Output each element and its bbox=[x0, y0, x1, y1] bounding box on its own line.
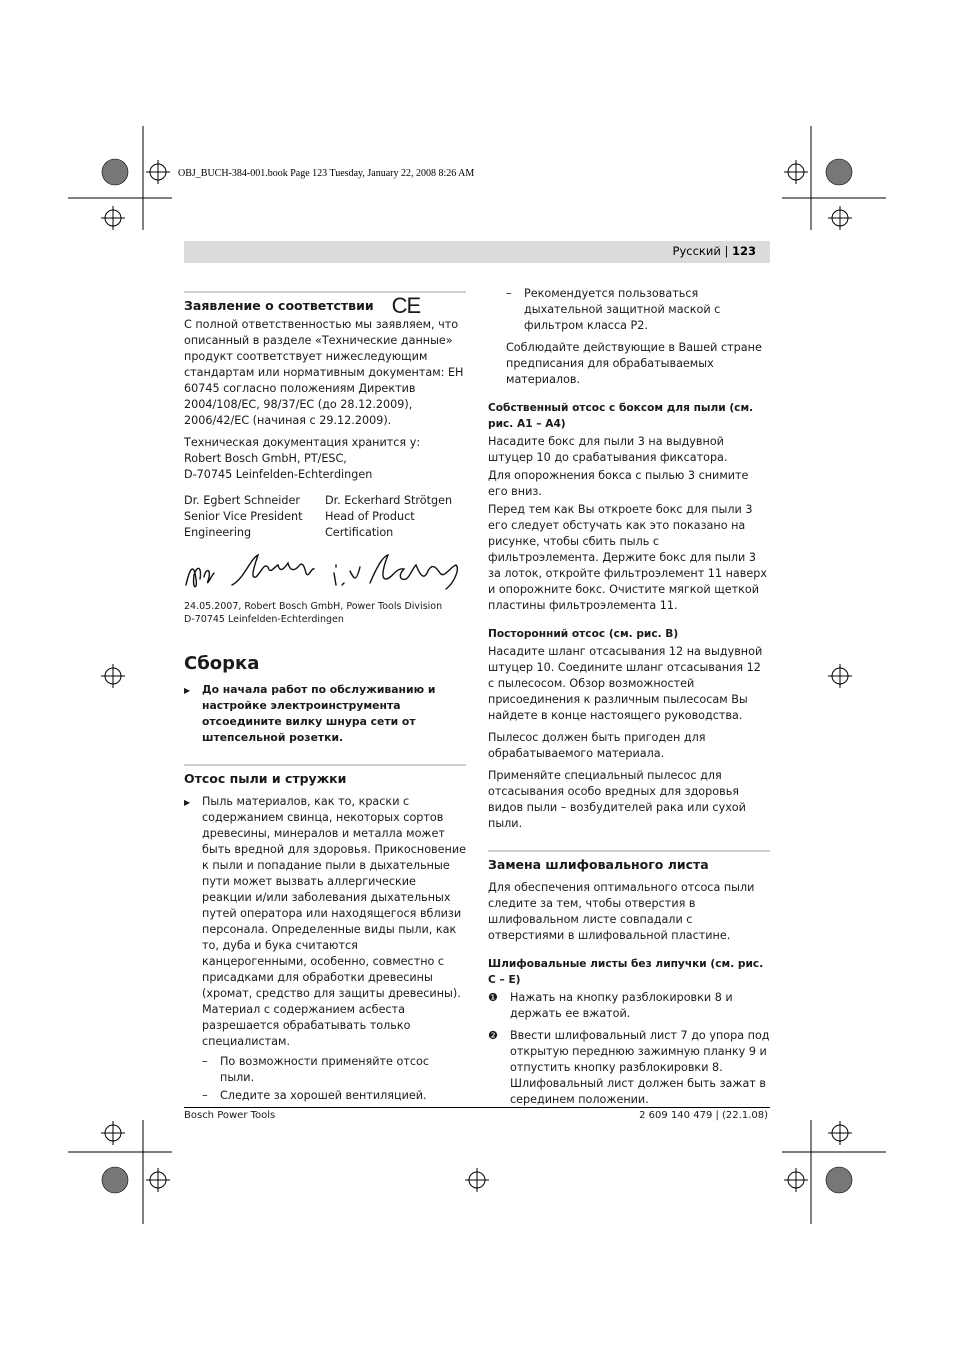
file-info: OBJ_BUCH-384-001.book Page 123 Tuesday, January 22, 2008 8:26 AM bbox=[178, 168, 475, 179]
header-text bbox=[673, 244, 756, 258]
step-1 bbox=[488, 990, 770, 1022]
observe-regs: Соблюдайте действующие в Вашей стране предписания для обрабатываемых материалов. bbox=[506, 341, 762, 386]
own-dust-title: Собственный отсос с боксом для пыли (см. рис. A1 – A4) bbox=[488, 402, 754, 430]
dust-section bbox=[184, 764, 466, 788]
declaration-text: С полной ответственностью мы заявляем, что описанный в разделе «Технические данные» продукт соответствует нижеследующим стандартам или нормативным документам: EH 60745 согласно положениям Директив 2004/108/EC, 98/37/EC (до 28.12.2009), 2006/42/EC (начиная с 29.12.2009). bbox=[184, 318, 464, 427]
header-separator: | bbox=[720, 244, 732, 258]
assembly-title: Сборка bbox=[184, 653, 260, 674]
step-2-text: Ввести шлифовальный лист 7 до упора под открытую переднюю зажимную планку 9 и отпустить кнопку разблокировки 8. Шлифовальный лист должен быть зажат в серединем положении. bbox=[510, 1029, 770, 1106]
own-dust-p1: Насадите бокс для пыли 3 на выдувной штуцер 10 до срабатывания фиксатора. bbox=[488, 435, 728, 464]
sig2-title1: Head of Product bbox=[325, 510, 415, 523]
signatory-2 bbox=[325, 493, 466, 541]
dust-text: ▶ Пыль материалов, как то, краски с содержанием свинца, некоторых сортов древесины, минералов и металла может быть вредной для здоровья. Прикосновение к пыли и попадание пыли в дыхательные пути может вызвать аллергические реакции и/или заболевания дыхательных путей оператора или находящегося вблизи персонала. Определенные виды пыли, как то, дуба и бука считаются канцерогенными, особенно, совместно с присадками для обработки древесины (хромат, средство для защиты древесины). Материал с содержанием асбеста разрешается обрабатывать только специалистам. bbox=[184, 794, 466, 1050]
sheet-sub-title: Шлифовальные листы без липучки (см. рис. C – E) bbox=[488, 958, 764, 986]
dust-dash-2: – Следите за хорошей вентиляцией. bbox=[184, 1088, 466, 1104]
tech-docs-2: Robert Bosch GmbH, PT/ESC, bbox=[184, 452, 347, 465]
sheet-section bbox=[488, 850, 770, 874]
ext-dust-p3: Применяйте специальный пылесос для отсасывания особо вредных для здоровья видов пыли – возбудителей рака или сухой пыли. bbox=[488, 769, 746, 830]
assembly-warning: ▶ До начала работ по обслуживанию и настройке электроинструмента отсоедините вилку шнура сети от штепсельной розетки. bbox=[184, 682, 466, 746]
ce-mark: CE bbox=[391, 293, 421, 318]
dust-dash-1: – По возможности применяйте отсос пыли. bbox=[184, 1054, 466, 1086]
date-line1: 24.05.2007, Robert Bosch GmbH, Power Tools Division bbox=[184, 601, 443, 612]
step-1-number: ❶ bbox=[488, 991, 498, 1004]
sig2-title2: Certification bbox=[325, 526, 394, 539]
declaration-title: Заявление о соответствии bbox=[184, 298, 374, 313]
signatories bbox=[184, 493, 466, 541]
sig1-name: Dr. Egbert Schneider bbox=[184, 494, 301, 507]
step-1-text: Нажать на кнопку разблокировки 8 и держать ее вжатой. bbox=[510, 991, 733, 1020]
sig1-title2: Engineering bbox=[184, 526, 252, 539]
step-2-number: ❷ bbox=[488, 1029, 498, 1042]
tech-docs-1: Техническая документация хранится у: bbox=[184, 436, 421, 449]
sig1-title1: Senior Vice President bbox=[184, 510, 303, 523]
own-dust-p3: Перед тем как Вы откроете бокс для пыли 3 его следует обстучать как это показано на рисунке, чтобы сбить пыль с фильтроэлемента. Держите бокс для пыли 3 за лоток, откройте фильтроэлемент 11 наверх и опорожните бокс. Очистите мягкой щеткой пластины фильтроэлемента 11. bbox=[488, 503, 767, 612]
dash-mask: – Рекомендуется пользоваться дыхательной защитной маской с фильтром класса Р2. bbox=[506, 286, 770, 334]
footer-rule bbox=[184, 1107, 770, 1108]
declaration-section bbox=[184, 291, 466, 318]
sheet-title: Замена шлифовального листа bbox=[488, 857, 709, 872]
date-place bbox=[184, 601, 466, 626]
ext-dust-p2: Пылесос должен быть пригоден для обрабатываемого материала. bbox=[488, 731, 706, 760]
ext-dust-title: Посторонний отсос (см. рис. B) bbox=[488, 628, 679, 640]
ext-dust-p1: Насадите шланг отсасывания 12 на выдувной штуцер 10. Соедините шланг отсасывания 12 с пылесосом. Обзор возможностей присоединения к различным пылесосам Вы найдете в конце настоящего руководства. bbox=[488, 645, 763, 722]
date-line2: D-70745 Leinfelden-Echterdingen bbox=[184, 613, 344, 625]
signatory-1 bbox=[184, 493, 325, 541]
header-language: Русский bbox=[672, 244, 721, 258]
right-column bbox=[488, 286, 770, 1114]
dust-title: Отсос пыли и стружки bbox=[184, 771, 347, 786]
sig2-name: Dr. Eckerhard Strötgen bbox=[325, 494, 453, 507]
page-header bbox=[184, 241, 770, 263]
page-number: 123 bbox=[731, 244, 756, 258]
handwritten-signatures bbox=[184, 549, 466, 595]
step-2 bbox=[488, 1028, 770, 1108]
own-dust-p2: Для опорожнения бокса с пылью 3 снимите его вниз. bbox=[488, 469, 749, 498]
tech-docs-3: D-70745 Leinfelden-Echterdingen bbox=[184, 468, 373, 481]
sheet-p1: Для обеспечения оптимального отсоса пыли следите за тем, чтобы отверстия в шлифовальном листе совпадали с отверстиями в шлифовальной пластине. bbox=[488, 881, 755, 942]
tech-docs bbox=[184, 435, 466, 483]
left-column bbox=[184, 291, 466, 1110]
footer-doc-number: 2 609 140 479 | (22.1.08) bbox=[639, 1110, 768, 1121]
footer-brand: Bosch Power Tools bbox=[184, 1110, 276, 1121]
